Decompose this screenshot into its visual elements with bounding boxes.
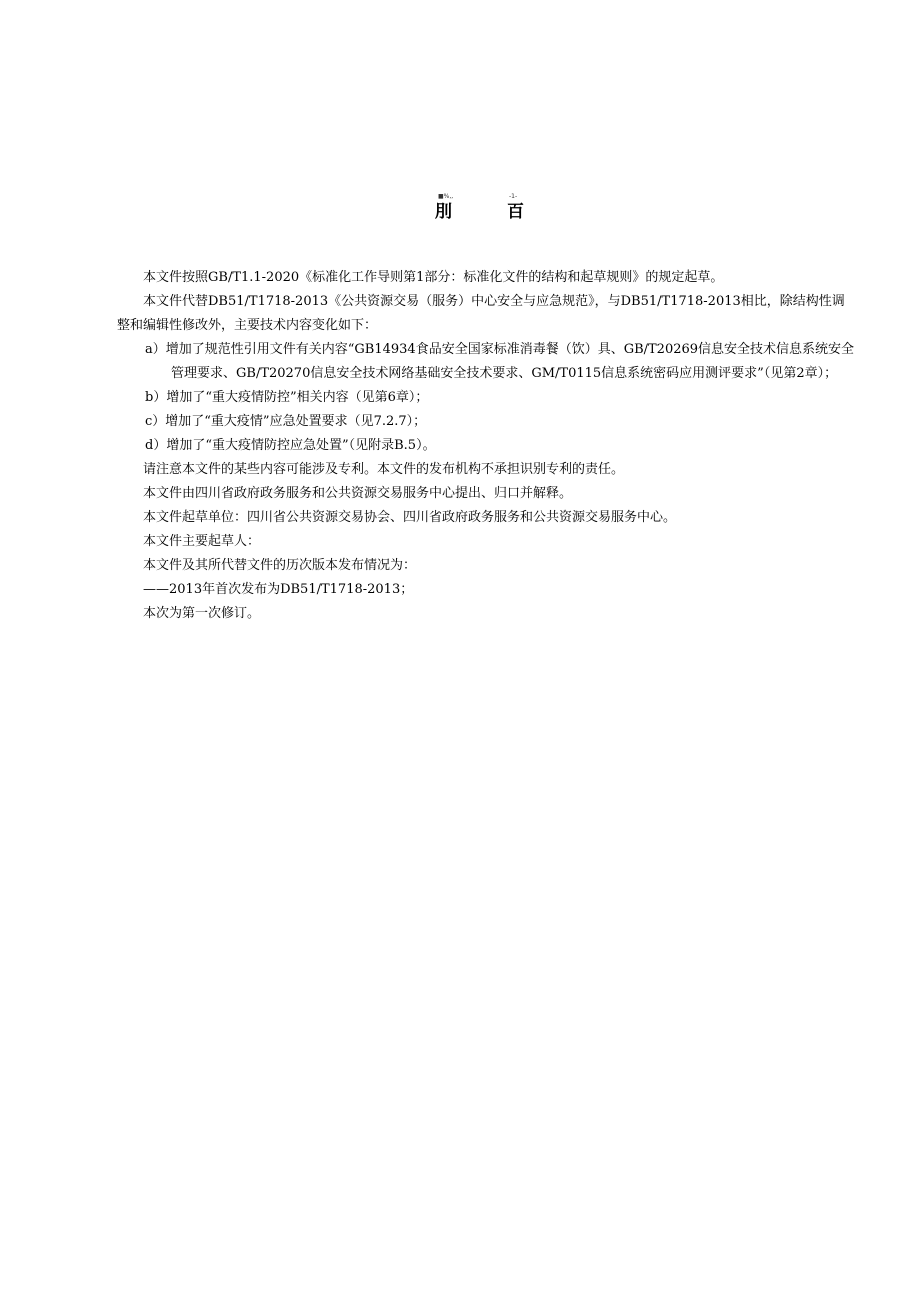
paragraph-first-release: ——2013年首次发布为DB51/T1718-2013；	[143, 582, 414, 597]
paragraph-revision-note: 本次为第一次修订。	[143, 606, 261, 621]
change-item-b: b）增加了“重大疫情防控”相关内容（见第6章）；	[145, 390, 429, 405]
paragraph-proposer: 本文件由四川省政府政务服务和公共资源交易服务中心提出、归口并解释。	[143, 486, 573, 501]
change-item-a: a）增加了规范性引用文件有关内容“GB14934食品安全国家标准消毒餐（饮）具、GB/T20269信息安全技术信息系统安全管理要求、GB/T20270信息安全技术网络基础安全技术要求、GM/T0115信息系统密码应用测评要求”（见第2章）；	[145, 342, 855, 381]
foreword-body	[117, 266, 857, 626]
change-item-c: c）增加了“重大疫情”应急处置要求（见7.2.7）；	[145, 414, 427, 429]
foreword-heading	[0, 194, 920, 228]
paragraph-version-history: 本文件及其所代替文件的历次版本发布情况为：	[143, 558, 417, 573]
heading-mark-left: ■%,,	[438, 193, 454, 200]
paragraph-drafting-basis: 本文件按照GB/T1.1-2020《标准化工作导则第1部分：标准化文件的结构和起草规则》的规定起草。	[143, 270, 724, 285]
change-item-d: d）增加了“重大疫情防控应急处置”（见附录B.5）。	[145, 438, 436, 453]
paragraph-patent-notice: 请注意本文件的某些内容可能涉及专利。本文件的发布机构不承担识别专利的责任。	[143, 462, 625, 477]
paragraph-drafters: 本文件主要起草人：	[143, 534, 261, 549]
paragraph-drafting-units: 本文件起草单位：四川省公共资源交易协会、四川省政府政务服务和公共资源交易服务中心。	[143, 510, 677, 525]
heading-mark-right: -1-	[509, 193, 518, 200]
paragraph-replacement-note: 本文件代替DB51/T1718-2013《公共资源交易（服务）中心安全与应急规范》，与DB51/T1718-2013相比，除结构性调整和编辑性修改外，主要技术内容变化如下：	[117, 294, 845, 333]
heading-char-right: 百	[507, 202, 524, 222]
heading-char-left: 刖	[435, 202, 452, 222]
